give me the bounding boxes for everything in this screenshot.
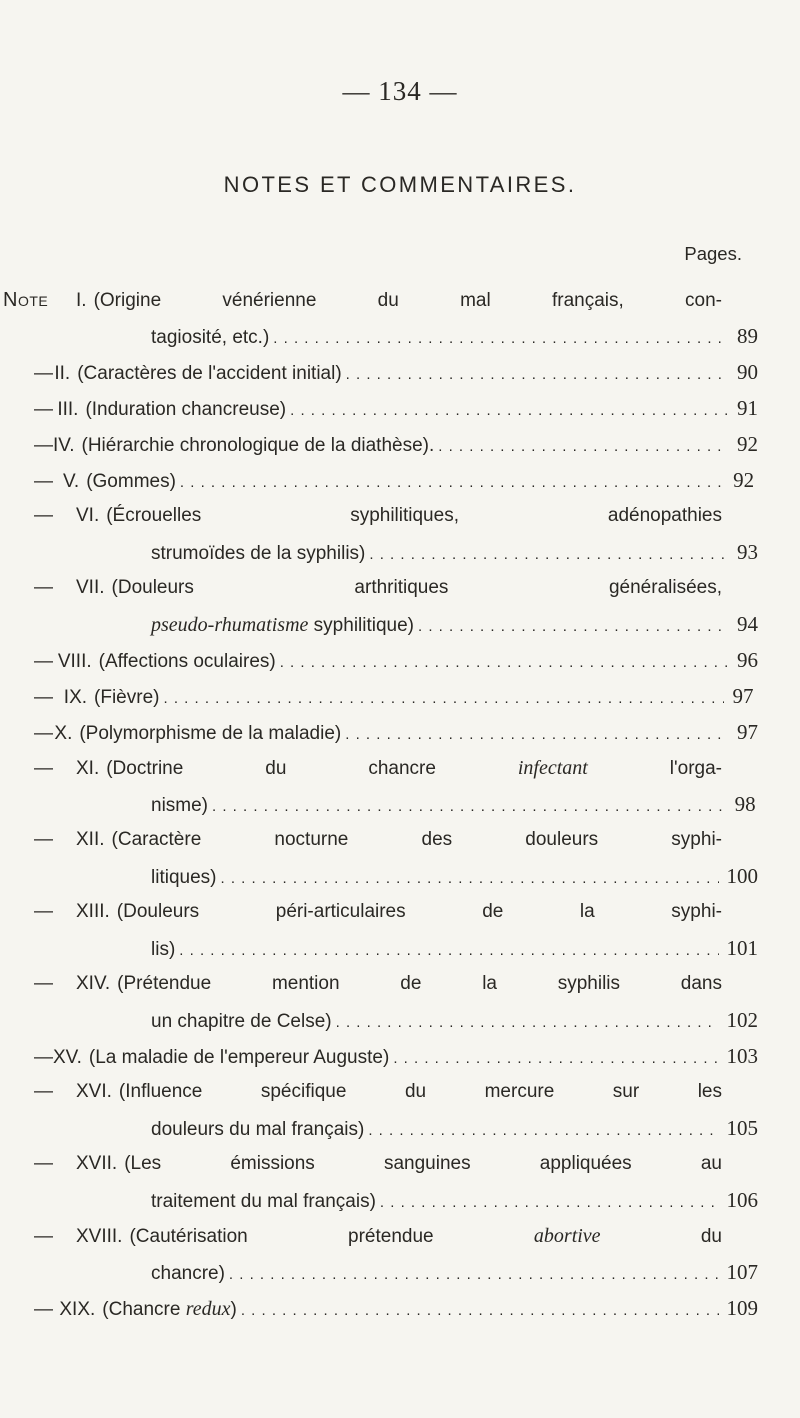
note-numeral: XV. xyxy=(53,1047,82,1068)
toc-entry-line xyxy=(34,642,758,678)
entry-prefix: — xyxy=(34,577,53,598)
entry-title: (Polymorphisme de la maladie) xyxy=(79,723,342,744)
entry-title-cont: traitement du mal français) xyxy=(151,1191,376,1212)
note-numeral: XIII. xyxy=(76,901,110,922)
dot-leaders xyxy=(179,933,718,969)
entry-title-italic: redux xyxy=(185,1298,231,1320)
toc-entry xyxy=(34,426,758,462)
dot-leaders xyxy=(418,609,729,645)
entry-prefix: — xyxy=(34,687,53,708)
entry-title-cont: strumoïdes de la syphilis) xyxy=(151,543,366,564)
entry-title: (Affections oculaires) xyxy=(98,651,276,672)
entry-prefix: — xyxy=(34,471,53,492)
entry-title-part: syphilitique) xyxy=(308,615,415,636)
toc-entry-line xyxy=(100,786,756,822)
dot-leaders xyxy=(368,1113,718,1149)
toc-entry xyxy=(3,282,758,354)
section-heading: NOTES ET COMMENTAIRES. xyxy=(223,172,577,197)
note-numeral: XIX. xyxy=(59,1299,96,1320)
entry-title-cont: douleurs du mal français) xyxy=(151,1119,365,1140)
toc-entry xyxy=(34,1146,758,1218)
dot-leaders xyxy=(273,321,729,357)
toc-entry-line xyxy=(34,462,755,498)
entry-title xyxy=(129,1218,722,1255)
entry-title-part: (Doctrine du chancre xyxy=(106,758,518,779)
toc-entry xyxy=(34,1074,758,1146)
entry-title xyxy=(106,750,722,787)
page-number-ref: 94 xyxy=(737,612,758,636)
entry-title: (Induration chancreuse) xyxy=(85,399,287,420)
toc-entry-line xyxy=(34,1218,722,1254)
toc-entry-line xyxy=(100,1254,758,1290)
toc-entry-line xyxy=(34,570,722,606)
entry-title-italic: infectant xyxy=(517,757,588,779)
note-numeral: IV. xyxy=(53,435,75,456)
page-number-ref: 92 xyxy=(733,468,755,492)
entry-title: (Caractères de l'accident initial) xyxy=(77,363,342,384)
dot-leaders xyxy=(345,717,729,753)
page-number-ref: 100 xyxy=(726,864,758,888)
note-numeral: VII. xyxy=(76,577,105,598)
page-number-ref: 105 xyxy=(726,1116,758,1140)
entry-prefix: — xyxy=(34,1226,53,1247)
entry-title: (Hiérarchie chronologique de la diathèse). xyxy=(81,435,435,456)
dot-leaders xyxy=(280,645,729,681)
entry-prefix: — xyxy=(34,723,53,744)
note-numeral: XVI. xyxy=(76,1081,112,1102)
dot-leaders xyxy=(180,465,725,501)
entry-title-cont: chancre) xyxy=(151,1263,225,1284)
dot-leaders xyxy=(346,357,729,393)
note-numeral: X. xyxy=(54,723,73,744)
toc-entry xyxy=(34,462,755,498)
entry-prefix: — xyxy=(34,829,53,850)
dot-leaders xyxy=(212,789,727,825)
dot-leaders xyxy=(163,681,724,717)
note-numeral: I. xyxy=(76,290,87,311)
entry-prefix: — xyxy=(34,1047,53,1068)
dot-leaders xyxy=(336,1005,719,1041)
entry-title-part: du xyxy=(600,1226,722,1247)
note-numeral: XIV. xyxy=(76,973,111,994)
toc-entry-line xyxy=(34,498,722,534)
entry-title-cont: tagiosité, etc.) xyxy=(151,327,270,348)
toc-entry-line xyxy=(100,858,758,894)
page-number-ref: 106 xyxy=(726,1188,758,1212)
note-numeral: V. xyxy=(62,471,80,492)
page-number-ref: 103 xyxy=(726,1044,758,1068)
page-number-ref: 92 xyxy=(737,432,758,456)
entry-prefix: — xyxy=(34,651,53,672)
dot-leaders xyxy=(229,1257,719,1293)
dot-leaders xyxy=(369,537,729,573)
page-number-ref: 109 xyxy=(726,1296,758,1320)
page-number-ref: 107 xyxy=(726,1260,758,1284)
entry-prefix: — xyxy=(34,758,53,779)
dot-leaders xyxy=(438,429,729,465)
toc-entry-line xyxy=(34,678,754,714)
toc-entry-line xyxy=(100,1182,758,1218)
note-numeral: III. xyxy=(57,399,79,420)
note-numeral: XVII. xyxy=(76,1153,118,1174)
note-numeral: XVIII. xyxy=(76,1226,123,1247)
toc-entry-line xyxy=(34,1146,722,1182)
toc-entry-line xyxy=(100,606,758,642)
entry-title: (Prétendue mention de la syphilis dans xyxy=(117,973,722,994)
dot-leaders xyxy=(393,1041,718,1077)
toc-entry xyxy=(34,822,758,894)
page-number-ref: 97 xyxy=(737,720,758,744)
page-number-ref: 97 xyxy=(732,684,754,708)
toc-entry-line xyxy=(34,1290,758,1326)
entry-prefix: — xyxy=(34,1153,53,1174)
toc-entry-line xyxy=(34,1038,758,1074)
entry-title-cont: lis) xyxy=(151,939,176,960)
toc-entry-line xyxy=(34,390,758,426)
toc-entry-line xyxy=(34,822,722,858)
page-number-ref: 101 xyxy=(726,936,758,960)
toc-entry-line xyxy=(100,1002,758,1038)
entry-title: (Les émissions sanguines appliquées au xyxy=(124,1153,722,1174)
entry-title: (Gommes) xyxy=(86,471,176,492)
toc-entry xyxy=(34,1218,758,1290)
dot-leaders xyxy=(241,1293,719,1329)
note-numeral: XII. xyxy=(76,829,105,850)
toc-entry-line xyxy=(34,426,758,462)
toc-entry xyxy=(34,498,758,570)
entry-title: (Caractère nocturne des douleurs syphi- xyxy=(111,829,722,850)
entry-title-cont: un chapitre de Celse) xyxy=(151,1011,332,1032)
entry-title-cont: litiques) xyxy=(151,867,217,888)
entry-title: (Écrouelles syphilitiques, adénopathies xyxy=(106,505,722,526)
entry-prefix: — xyxy=(34,399,53,420)
toc-entry-line xyxy=(34,1074,722,1110)
entry-title-italic: pseudo-rhumatisme xyxy=(151,614,309,636)
entry-title xyxy=(102,1291,237,1328)
toc-entry-line xyxy=(34,966,722,1002)
toc-entry xyxy=(34,1290,758,1326)
entry-title-cont xyxy=(151,607,414,644)
entry-prefix: — xyxy=(34,901,53,922)
entry-prefix: Note xyxy=(3,289,49,311)
entry-title-part: (Cautérisation prétendue xyxy=(129,1226,534,1247)
entry-title: (Influence spécifique du mercure sur les xyxy=(118,1081,722,1102)
page-number-ref: 98 xyxy=(734,792,756,816)
toc-entry xyxy=(34,894,758,966)
entry-title-part: ) xyxy=(230,1299,237,1320)
entry-title-part: (Chancre xyxy=(102,1299,186,1320)
note-numeral: XI. xyxy=(76,758,100,779)
toc-entry-line xyxy=(100,318,758,354)
entry-title: (Fièvre) xyxy=(94,687,160,708)
entry-title-part: l'orga- xyxy=(587,758,722,779)
entry-title: (Douleurs arthritiques généralisées, xyxy=(111,577,722,598)
pages-column-label: Pages. xyxy=(684,243,742,264)
toc-entry xyxy=(34,570,758,642)
toc-entry xyxy=(34,354,758,390)
toc-entry-line xyxy=(34,354,758,390)
toc-entry-line xyxy=(3,282,722,318)
entry-prefix: — xyxy=(34,505,53,526)
entry-title: (Douleurs péri-articulaires de la syphi- xyxy=(116,901,722,922)
table-of-contents xyxy=(3,282,758,1326)
page-number: — 134 — xyxy=(342,76,458,106)
page-number-ref: 89 xyxy=(737,324,758,348)
entry-prefix: — xyxy=(34,435,53,456)
toc-entry-line xyxy=(34,894,722,930)
toc-entry-line xyxy=(100,534,758,570)
entry-title-cont: nisme) xyxy=(151,795,209,816)
page-number-ref: 90 xyxy=(737,360,758,384)
entry-title: (La maladie de l'empereur Auguste) xyxy=(88,1047,390,1068)
entry-title: (Origine vénérienne du mal français, con- xyxy=(93,290,722,311)
entry-title-italic: abortive xyxy=(533,1225,601,1247)
entry-prefix: — xyxy=(34,973,53,994)
toc-entry-line xyxy=(100,930,758,966)
entry-prefix: — xyxy=(34,1299,53,1320)
note-numeral: VI. xyxy=(76,505,100,526)
dot-leaders xyxy=(220,861,718,897)
entry-prefix: — xyxy=(34,1081,53,1102)
toc-entry xyxy=(34,1038,758,1074)
toc-entry xyxy=(34,678,754,714)
page-number-ref: 91 xyxy=(737,396,758,420)
page-number-ref: 93 xyxy=(737,540,758,564)
toc-entry xyxy=(34,390,758,426)
toc-entry-line xyxy=(34,714,758,750)
entry-prefix: — xyxy=(34,363,53,384)
note-numeral: II. xyxy=(54,363,71,384)
toc-entry xyxy=(34,966,758,1038)
dot-leaders xyxy=(290,393,729,429)
note-numeral: VIII. xyxy=(57,651,92,672)
toc-entry xyxy=(34,750,756,822)
page-number-ref: 96 xyxy=(737,648,758,672)
page-number-ref: 102 xyxy=(726,1008,758,1032)
toc-entry-line xyxy=(34,750,722,786)
dot-leaders xyxy=(380,1185,719,1221)
toc-entry-line xyxy=(100,1110,758,1146)
toc-entry xyxy=(34,714,758,750)
toc-entry xyxy=(34,642,758,678)
note-numeral: IX. xyxy=(63,687,88,708)
